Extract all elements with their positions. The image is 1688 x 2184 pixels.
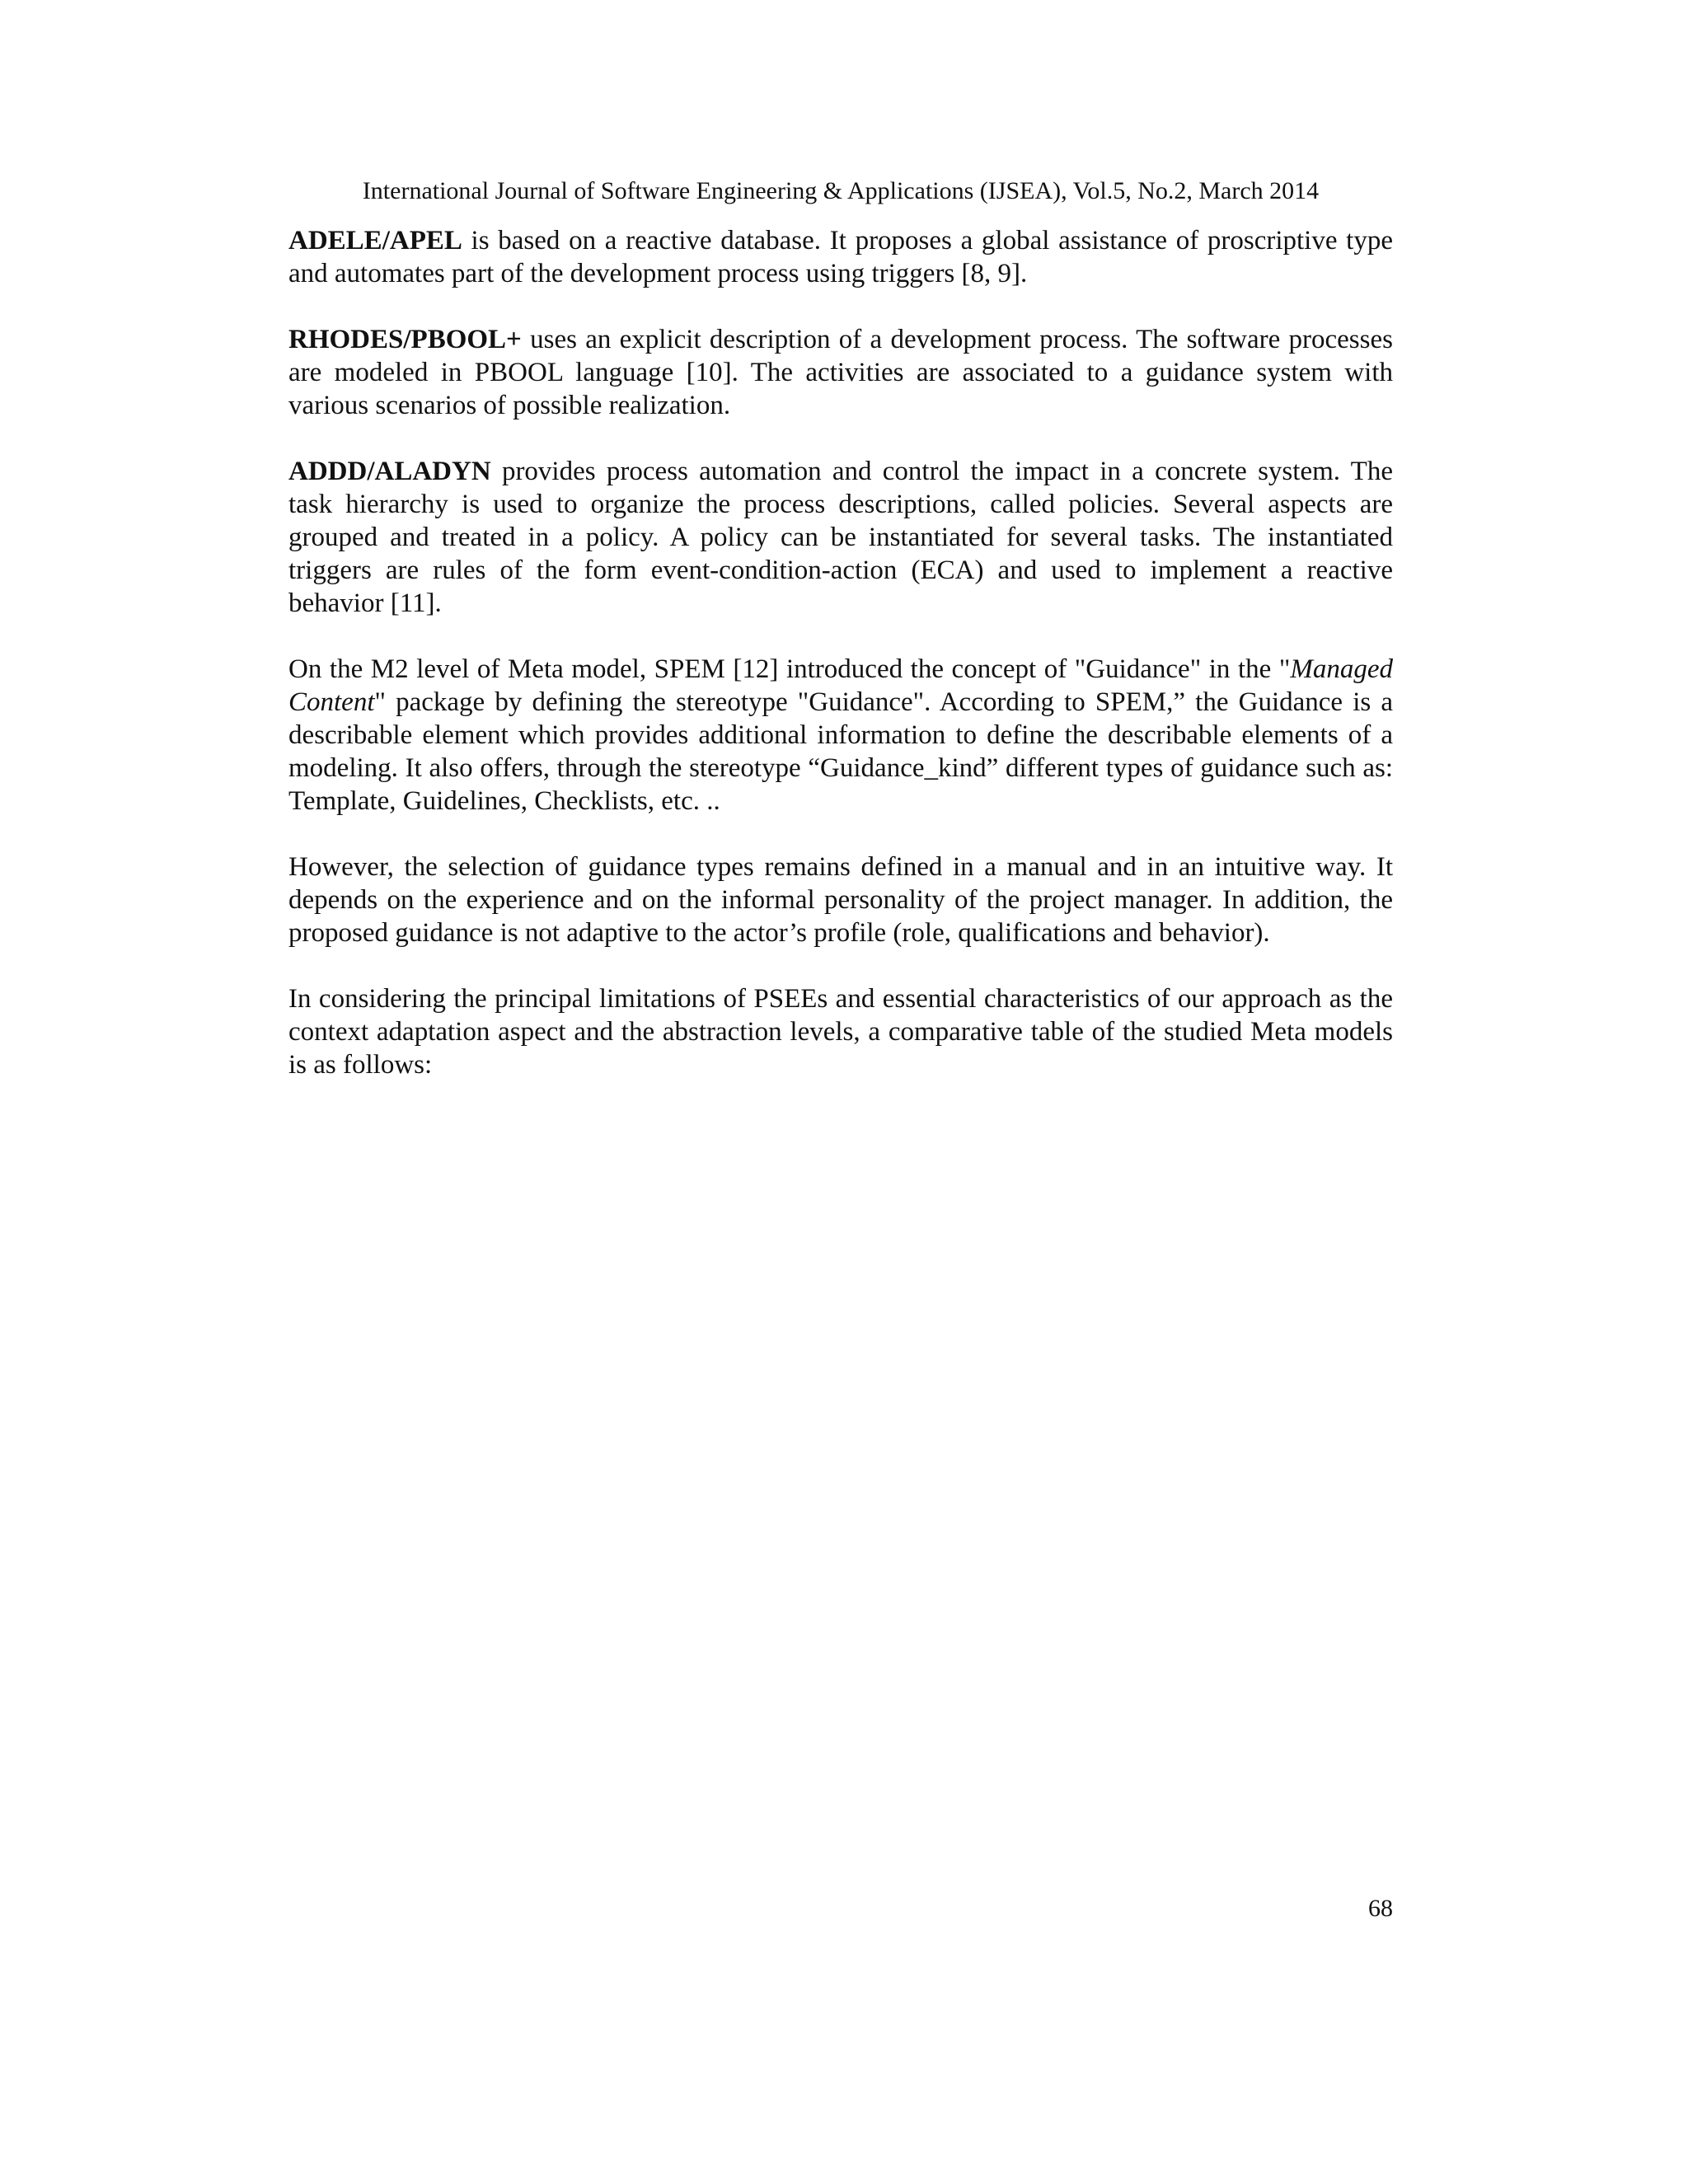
term-addd-aladyn: ADDD/ALADYN: [288, 457, 491, 486]
paragraph-comparative-intro: [288, 982, 1393, 1081]
body-text: [288, 224, 1393, 1114]
term-managed-content: Managed Content: [288, 654, 1393, 717]
running-header: International Journal of Software Engineering & Applications (IJSEA), Vol.5, No.2, March 2014: [362, 177, 1320, 204]
paragraph-text: provides process automation and control the impact in a concrete system. The task hierarchy is used to organize the process descriptions, called policies. Several aspects are grouped and treated in a policy. A policy can be instantiated for several tasks. The instantiated triggers are rules of the form event-condition-action (ECA) and used to implement a reactive behavior [11].: [288, 457, 1393, 618]
paragraph-adele-apel: [288, 224, 1393, 290]
paragraph-guidance-limitations: [288, 851, 1393, 949]
term-rhodes-pbool: RHODES/PBOOL+: [288, 325, 522, 354]
paragraph-text: However, the selection of guidance types remains defined in a manual and in an intuitive way. It depends on the experience and on the informal personality of the project manager. In addition, the proposed guidance is not adaptive to the actor’s profile (role, qualifications and behavior).: [288, 852, 1393, 948]
paragraph-addd-aladyn: [288, 455, 1393, 620]
term-adele-apel: ADELE/APEL: [288, 226, 462, 255]
paragraph-text: On the M2 level of Meta model, SPEM [12] introduced the concept of "Guidance" in the ": [288, 654, 1291, 684]
paragraph-text: uses an explicit description of a development process. The software processes are modeled in PBOOL language [10]. The activities are associated to a guidance system with various scenarios of possible realization.: [288, 325, 1393, 420]
paragraph-text: " package by defining the stereotype "Guidance". According to SPEM,” the Guidance is a describable element which provides additional information to define the describable elements of a modeling. It also offers, through the stereotype “Guidance_kind” different types of guidance such as: Template, Guidelines, Checklists, etc. ..: [288, 687, 1393, 816]
paragraph-rhodes-pbool: [288, 323, 1393, 422]
page-number: 68: [1368, 1895, 1393, 1922]
paragraph-text: In considering the principal limitations of PSEEs and essential characteristics of our approach as the context adaptation aspect and the abstraction levels, a comparative table of the studied Meta models is as follows:: [288, 984, 1393, 1080]
paragraph-text: is based on a reactive database. It proposes a global assistance of proscriptive type and automates part of the development process using triggers [8, 9].: [288, 226, 1393, 288]
paragraph-spem-guidance: [288, 653, 1393, 818]
